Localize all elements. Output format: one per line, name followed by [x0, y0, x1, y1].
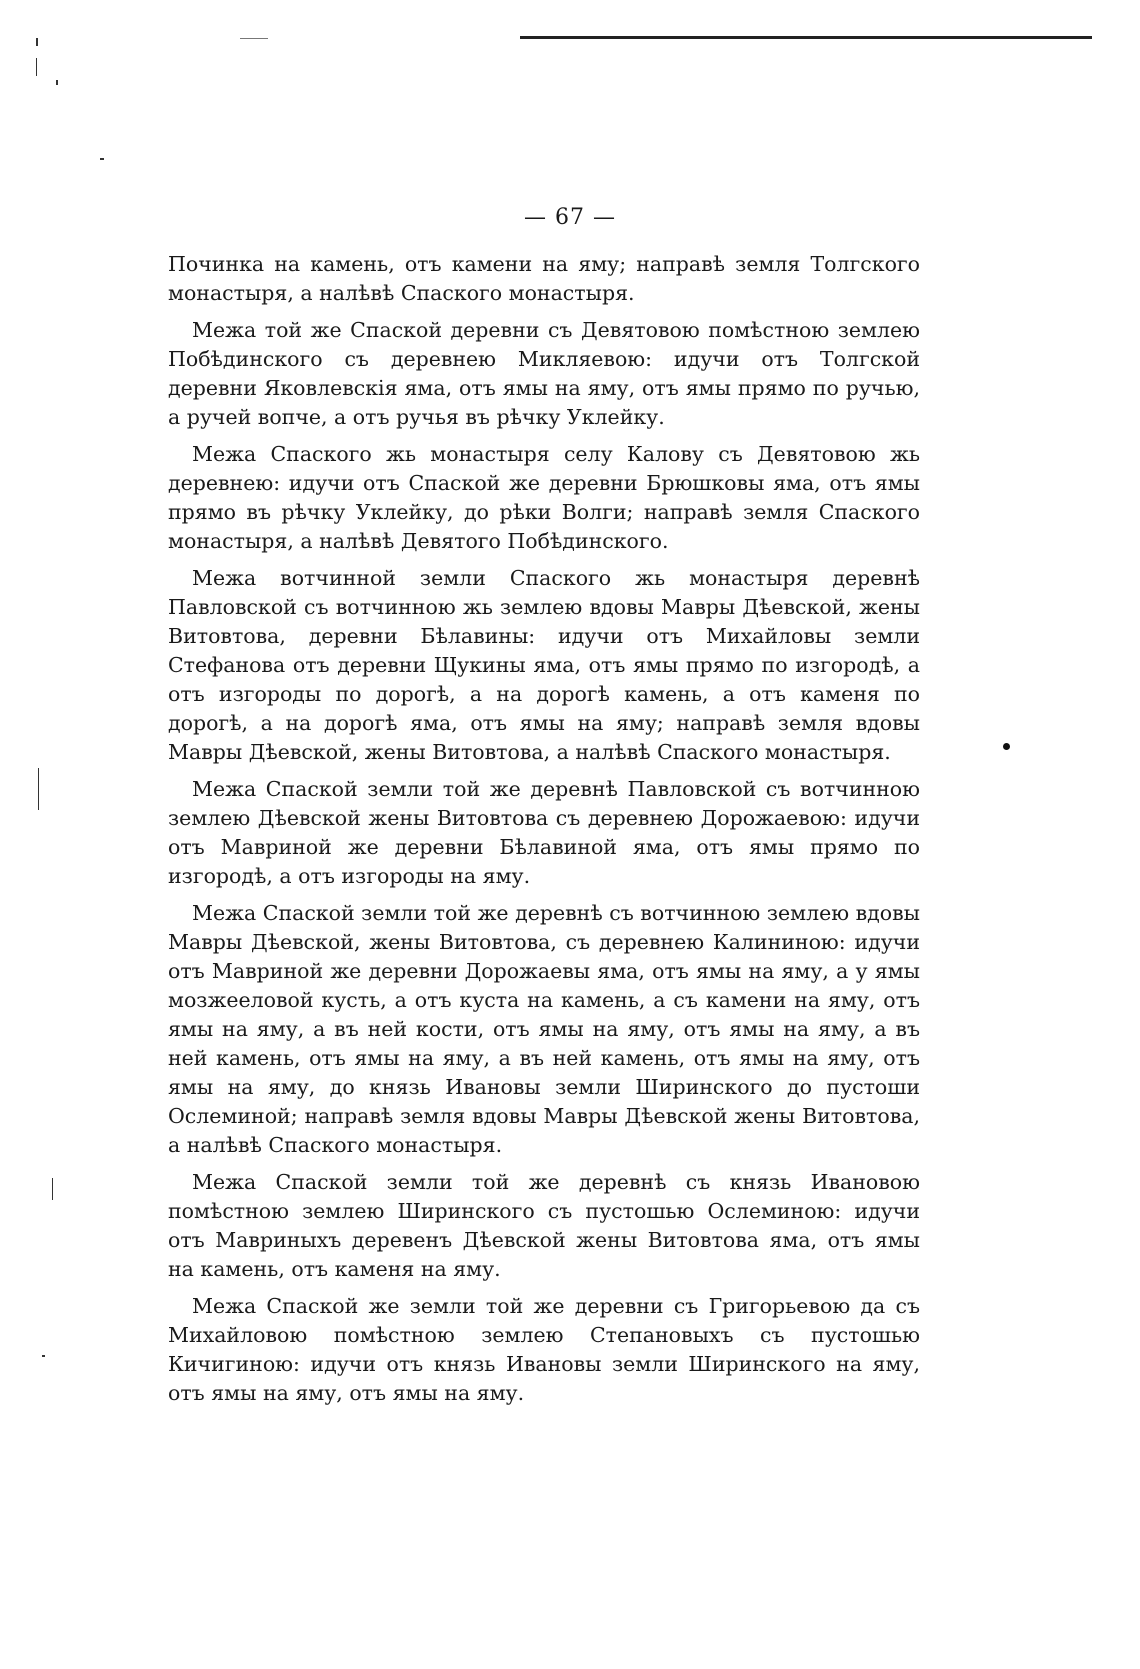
paragraph: Межа Спаской земли той же деревнѣ съ вотчинною землею вдовы Мавры Дѣевской, жены Витовтова, съ деревнею Калининою: идучи отъ Мавриной же деревни Дорожаевы яма, отъ ямы на яму, а у ямы мозжееловой кусть, а отъ куста на камень, а съ камени на яму, отъ ямы на яму, а въ ней кости, отъ ямы на яму, отъ ямы на яму, а въ ней камень, отъ ямы на яму, а въ ней камень, отъ ямы на яму, отъ ямы на яму, до князь Ивановы земли Ширинского до пустоши Ослеминой; направѣ земля вдовы Мавры Дѣевской жены Витовтова, а налѣвѣ Спаского монастыря.: [168, 901, 920, 1157]
paragraph: Межа Спаского жь монастыря селу Калову съ Девятовою жь деревнею: идучи отъ Спаской же деревни Брюшковы яма, отъ ямы прямо въ рѣчку Уклейку, до рѣки Волги; направѣ земля Спаского монастыря, а налѣвѣ Девятого Побѣдинского.: [168, 442, 920, 553]
top-rule-left: [240, 38, 268, 39]
margin-mark: [56, 80, 58, 85]
document-body: [168, 250, 920, 1416]
paragraph: Межа Спаской земли той же деревнѣ съ князь Ивановою помѣстною землею Ширинского съ пустошью Ослеминою: идучи отъ Мавриныхъ деревенъ Дѣевской жены Витовтова яма, отъ ямы на камень, отъ каменя на яму.: [168, 1170, 920, 1281]
margin-mark: [42, 1355, 45, 1357]
paragraph: Починка на камень, отъ камени на яму; направѣ земля Толгского монастыря, а налѣвѣ Спаского монастыря.: [168, 252, 920, 305]
paragraph: Межа Спаской же земли той же деревни съ Григорьевою да съ Михайловою помѣстною землею Степановыхъ съ пустошью Кичигиною: идучи отъ князь Ивановы земли Ширинского на яму, отъ ямы на яму, отъ ямы на яму.: [168, 1294, 920, 1405]
margin-mark: [38, 768, 39, 810]
margin-mark: [36, 58, 37, 76]
margin-mark: [100, 158, 104, 160]
page-number: — 67 —: [524, 205, 616, 230]
paragraph: Межа вотчинной земли Спаского жь монастыря деревнѣ Павловской съ вотчинною жь землею вдовы Мавры Дѣевской, жены Витовтова, деревни Бѣлавины: идучи отъ Михайловы земли Стефанова отъ деревни Щукины яма, отъ ямы прямо по изгородѣ, а отъ изгороды по дорогѣ, а на дорогѣ камень, а отъ каменя по дорогѣ, а на дорогѣ яма, отъ ямы на яму; направѣ земля вдовы Мавры Дѣевской, жены Витовтова, а налѣвѣ Спаского монастыря.: [168, 566, 920, 764]
paragraph: Межа той же Спаской деревни съ Девятовою помѣстною землею Побѣдинского съ деревнею Микляевою: идучи отъ Толгской деревни Яковлевскія яма, отъ ямы на яму, отъ ямы прямо по ручью, а ручей вопче, а отъ ручья въ рѣчку Уклейку.: [168, 318, 920, 429]
top-rule-right: [520, 36, 1092, 39]
ink-dot: [1003, 743, 1010, 750]
paragraph: Межа Спаской земли той же деревнѣ Павловской съ вотчинною землею Дѣевской жены Витовтова съ деревнею Дорожаевою: идучи отъ Мавриной же деревни Бѣлавиной яма, отъ ямы прямо по изгородѣ, а отъ изгороды на яму.: [168, 777, 920, 888]
margin-mark: [36, 38, 38, 46]
margin-mark: [52, 1178, 53, 1200]
